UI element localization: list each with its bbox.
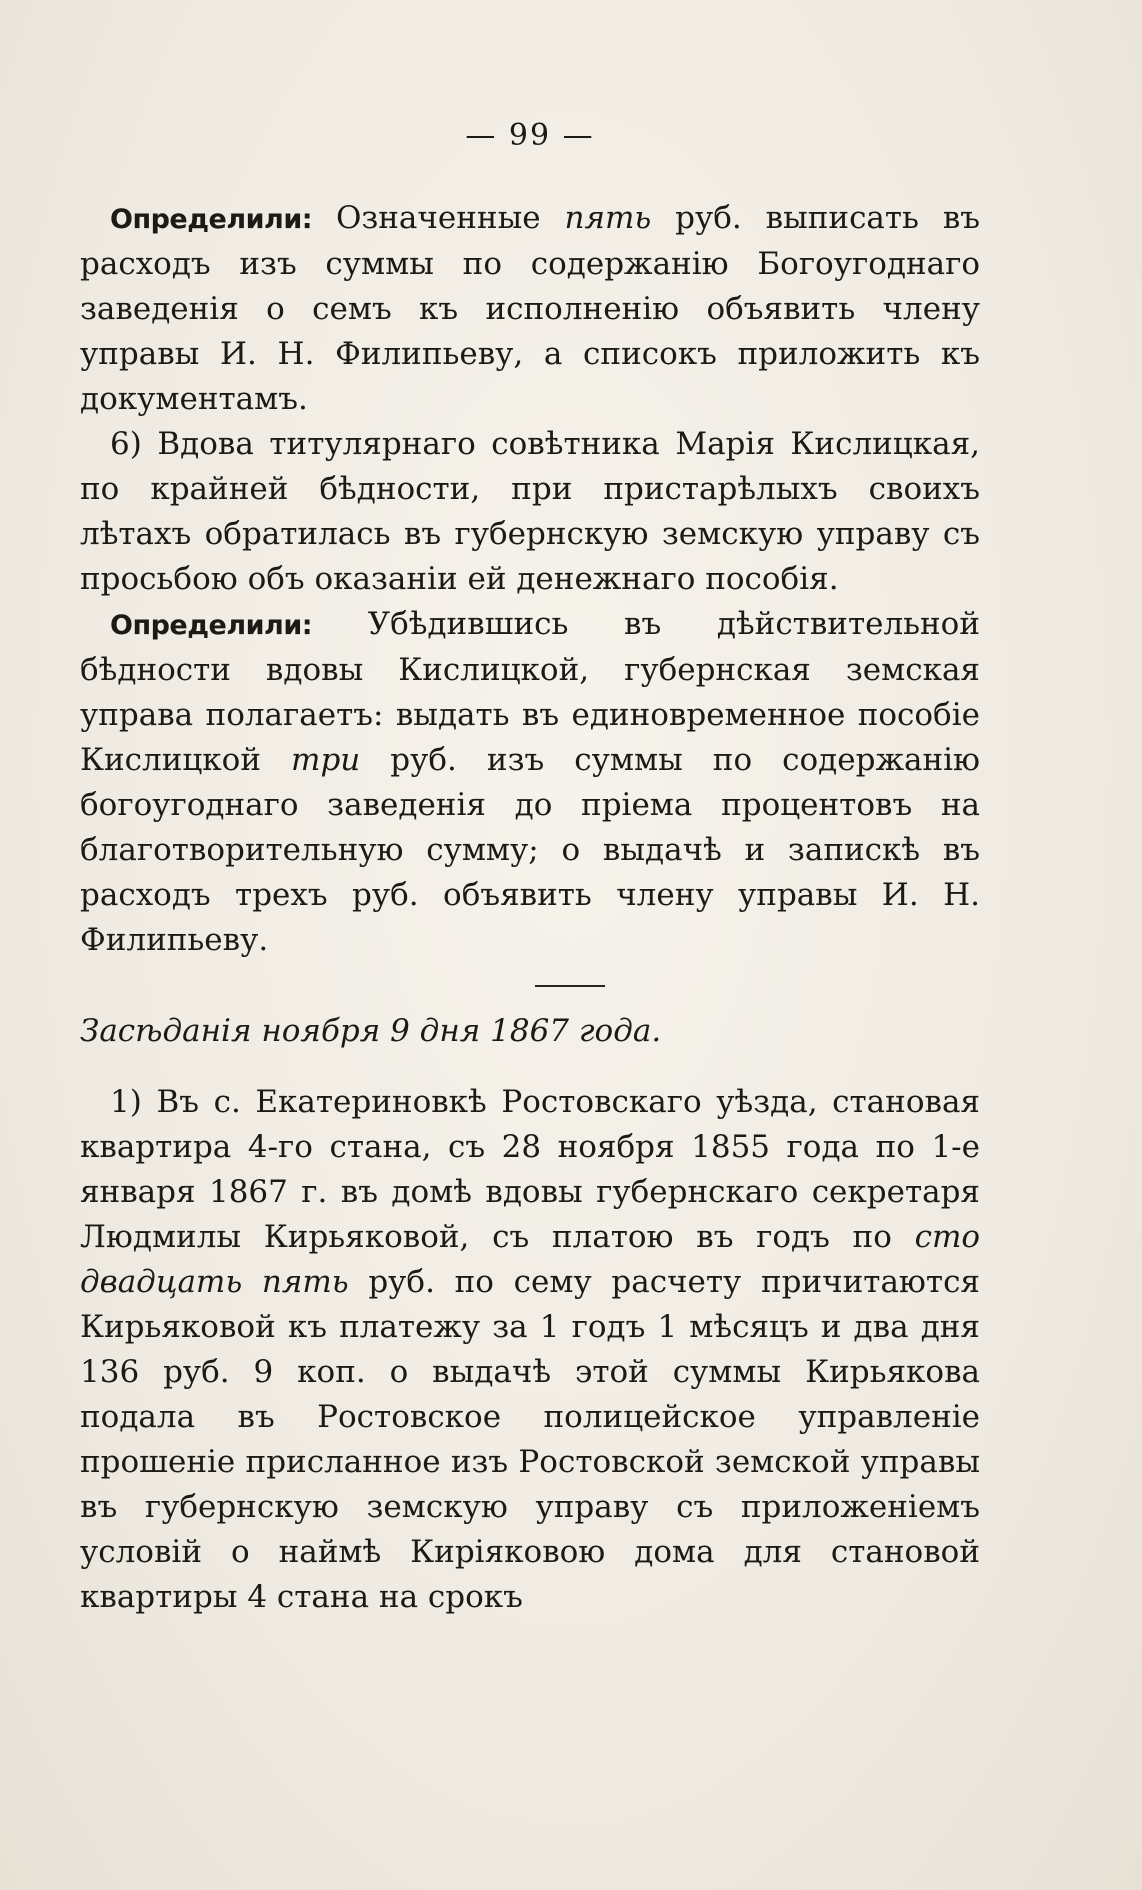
paragraph-resolution-2: [80, 602, 980, 963]
section-divider: [535, 985, 605, 987]
paragraph-text: руб. по сему расчету причитаются Кирьяковой къ платежу за 1 годъ 1 мѣсяцъ и два дня 136 руб. 9 коп. о выдачѣ этой суммы Кирьякова подала въ Ростовское полицейское управленіе прошеніе присланное изъ Ростовской земской управы въ губернскую земскую управу съ приложеніемъ условій о наймѣ Киріяковою дома для становой квартиры 4 стана на срокъ: [80, 1264, 980, 1615]
page-text: [80, 196, 980, 1620]
emphasis-amount: три: [291, 742, 361, 778]
paragraph-text: руб. выписать въ расходъ изъ суммы по содержанію Богоугоднаго заведенія о семъ къ исполненію объявить члену управы И. Н. Филипьеву, а списокъ приложить къ документамъ.: [80, 200, 980, 417]
paragraph-text: руб. изъ суммы по содержанію богоугоднаго заведенія до пріема процентовъ на благотворительную сумму; о выдачѣ и запискѣ въ расходъ трехъ руб. объявить члену управы И. Н. Филипьеву.: [80, 742, 981, 958]
paragraph-resolution-1: [80, 196, 980, 422]
paragraph-text: 1) Въ с. Екатериновкѣ Ростовскаго уѣзда, становая квартира 4-го стана, съ 28 ноября 1855 года по 1-е января 1867 г. въ домѣ вдовы губернскаго секретаря Людмилы Кирьяковой, съ платою въ годъ по: [80, 1084, 980, 1255]
paragraph-item-1: [80, 1080, 980, 1620]
resolution-label: Определили:: [110, 204, 313, 235]
emphasis-amount: сто двадцать пять: [80, 1219, 980, 1300]
paragraph-item-6: 6) Вдова титулярнаго совѣтника Марія Кислицкая, по крайней бѣдности, при пристарѣлыхъ своихъ лѣтахъ обратилась въ губернскую земскую управу съ просьбою объ оказаніи ей денежнаго пособія.: [80, 426, 980, 597]
resolution-label: Определили:: [110, 610, 313, 641]
page-number: — 99 —: [465, 118, 595, 153]
paragraph-text: Убѣдившись въ дѣйствительной бѣдности вдовы Кислицкой, губернская земская управа полагаетъ: выдать въ единовременное пособіе Кислицкой: [80, 606, 980, 778]
emphasis-amount: пять: [564, 200, 652, 236]
paragraph-text: Означенные: [312, 200, 565, 236]
session-heading: Засѣданія ноября 9 дня 1867 года.: [80, 1013, 662, 1049]
